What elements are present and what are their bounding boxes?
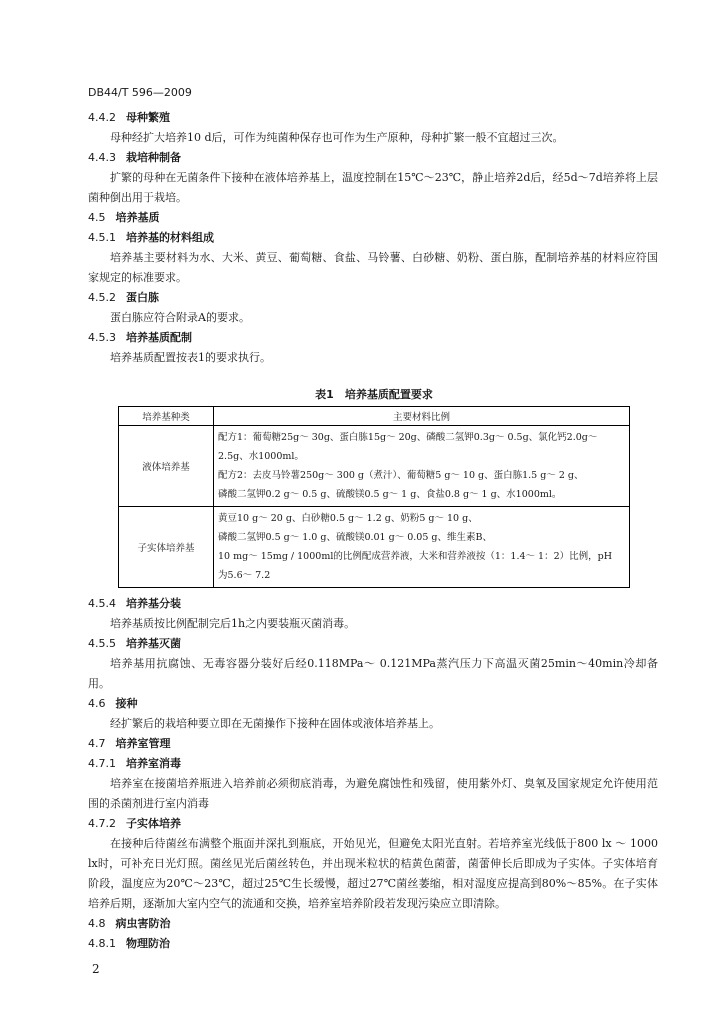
materials-cell	[214, 507, 630, 588]
material-line: 磷酸二氢钾0.2 g～ 0.5 g、硫酸镁0.5 g～ 1 g、食盐0.8 g～ 1 g、水1000ml。	[218, 489, 562, 500]
section-heading	[88, 328, 658, 348]
section-title: 培养室消毒	[126, 757, 181, 770]
table-caption: 表1 培养基质配置要求	[315, 388, 433, 401]
section-number: 4.7.1	[88, 757, 116, 770]
section-heading	[88, 754, 658, 774]
table-1	[118, 384, 630, 588]
paragraph: 蛋白胨应符合附录A的要求。	[110, 311, 250, 324]
section-title: 接种	[115, 697, 138, 710]
table-header-row	[119, 407, 630, 426]
document-body	[88, 108, 658, 954]
paragraph: 培养基质配置按表1的要求执行。	[110, 351, 271, 364]
document-id: DB44/T 596—2009	[88, 86, 192, 99]
section-title: 蛋白胨	[126, 291, 159, 304]
sections-before-table	[88, 108, 658, 368]
section-title: 培养基质	[115, 211, 160, 224]
section-heading	[88, 734, 658, 754]
section-number: 4.5.4	[88, 597, 116, 610]
paragraph: 培养室在接菌培养瓶进入培养前必须彻底消毒，为避免腐蚀性和残留，使用紫外灯、臭氧及国家规定允许使用范围的杀菌剂进行室内消毒	[88, 777, 658, 810]
medium-type-cell: 子实体培养基	[119, 507, 214, 588]
material-line: 配方1：葡萄糖25g～ 30g、蛋白胨15g～ 20g、磷酸二氢钾0.3g～ 0.5g、氯化钙2.0g～	[218, 432, 598, 443]
paragraph: 经扩繁后的栽培种要立即在无菌操作下接种在固体或液体培养基上。	[110, 717, 440, 730]
table-row	[119, 426, 630, 507]
section-heading	[88, 634, 658, 654]
section-title: 培养基质配制	[126, 331, 192, 344]
material-line: 10 mg～ 15mg / 1000ml的比例配成营养液，大米和营养液按（1：1.4～ 1：2）比例，pH	[218, 551, 612, 562]
table-row	[119, 507, 630, 588]
section-title: 栽培种制备	[126, 151, 181, 164]
section-heading	[88, 694, 658, 714]
section-number: 4.7.2	[88, 817, 116, 830]
paragraph: 培养基主要材料为水、大米、黄豆、葡萄糖、食盐、马铃薯、白砂糖、奶粉、蛋白胨，配制培养基的材料应符国家规定的标准要求。	[88, 251, 658, 284]
page-number: 2	[92, 962, 100, 976]
section-number: 4.5.2	[88, 291, 116, 304]
medium-config-table	[118, 406, 630, 588]
section-title: 培养基分装	[126, 597, 181, 610]
section-number: 4.5	[88, 211, 106, 224]
sections-after-table	[88, 594, 658, 954]
section-number: 4.5.3	[88, 331, 116, 344]
section-heading	[88, 914, 658, 934]
section-heading	[88, 288, 658, 308]
section-heading	[88, 208, 658, 228]
section-number: 4.5.1	[88, 231, 116, 244]
section-heading	[88, 228, 658, 248]
materials-cell	[214, 426, 630, 507]
section-number: 4.8	[88, 917, 106, 930]
section-number: 4.5.5	[88, 637, 116, 650]
medium-type-cell: 液体培养基	[119, 426, 214, 507]
section-title: 培养基的材料组成	[126, 231, 214, 244]
paragraph: 培养基质按比例配制完后1h之内要装瓶灭菌消毒。	[110, 617, 356, 630]
section-title: 母种繁殖	[126, 111, 170, 124]
section-title: 培养基灭菌	[126, 637, 181, 650]
material-line: 2.5g、水1000ml。	[218, 451, 304, 462]
section-heading	[88, 934, 658, 954]
section-heading	[88, 108, 658, 128]
material-line: 配方2：去皮马铃薯250g～ 300 g（煮汁）、葡萄糖5 g～ 10 g、蛋白胨1.5 g～ 2 g、	[218, 470, 584, 481]
header-medium-type: 培养基种类	[119, 407, 214, 426]
paragraph: 培养基用抗腐蚀、无毒容器分装好后经0.118MPa～ 0.121MPa蒸汽压力下高温灭菌25min～40min冷却备用。	[88, 657, 658, 690]
section-heading	[88, 814, 658, 834]
paragraph: 母种经扩大培养10 d后，可作为纯菌种保存也可作为生产原种，母种扩繁一般不宜超过三次。	[110, 131, 564, 144]
material-line: 黄豆10 g～ 20 g、白砂糖0.5 g～ 1.2 g、奶粉5 g～ 10 g、	[218, 513, 478, 524]
material-line: 为5.6～ 7.2	[218, 570, 271, 581]
section-title: 物理防治	[126, 937, 170, 950]
section-number: 4.4.2	[88, 111, 116, 124]
paragraph: 在接种后待菌丝布满整个瓶面并深扎到瓶底，开始见光，但避免太阳光直射。若培养室光线低于800 lx ～ 1000 lx时，可补充日光灯照。菌丝见光后菌丝转色，并出现米粒状的桔黄色菌蕾，菌蕾伸长后即成为子实体。子实体培育阶段，温度应为20℃～23℃，超过25℃生长缓慢，超过27℃菌丝萎缩，相对湿度应提高到80%～85%。在子实体培养后期，逐渐加大室内空气的流通和交换，培养室培养阶段若发现污染应立即清除。	[88, 837, 658, 910]
section-heading	[88, 594, 658, 614]
paragraph: 扩繁的母种在无菌条件下接种在液体培养基上，温度控制在15℃～23℃，静止培养2d后，经5d～7d培养将上层菌种倒出用于栽培。	[88, 171, 658, 204]
section-number: 4.8.1	[88, 937, 116, 950]
section-title: 子实体培养	[126, 817, 181, 830]
section-title: 培养室管理	[115, 737, 171, 750]
section-title: 病虫害防治	[115, 917, 171, 930]
section-number: 4.6	[88, 697, 106, 710]
section-heading	[88, 148, 658, 168]
material-line: 磷酸二氢钾0.5 g～ 1.0 g、硫酸镁0.01 g～ 0.05 g、维生素B、	[218, 532, 492, 543]
section-number: 4.4.3	[88, 151, 116, 164]
section-number: 4.7	[88, 737, 106, 750]
header-materials: 主要材料比例	[214, 407, 630, 426]
